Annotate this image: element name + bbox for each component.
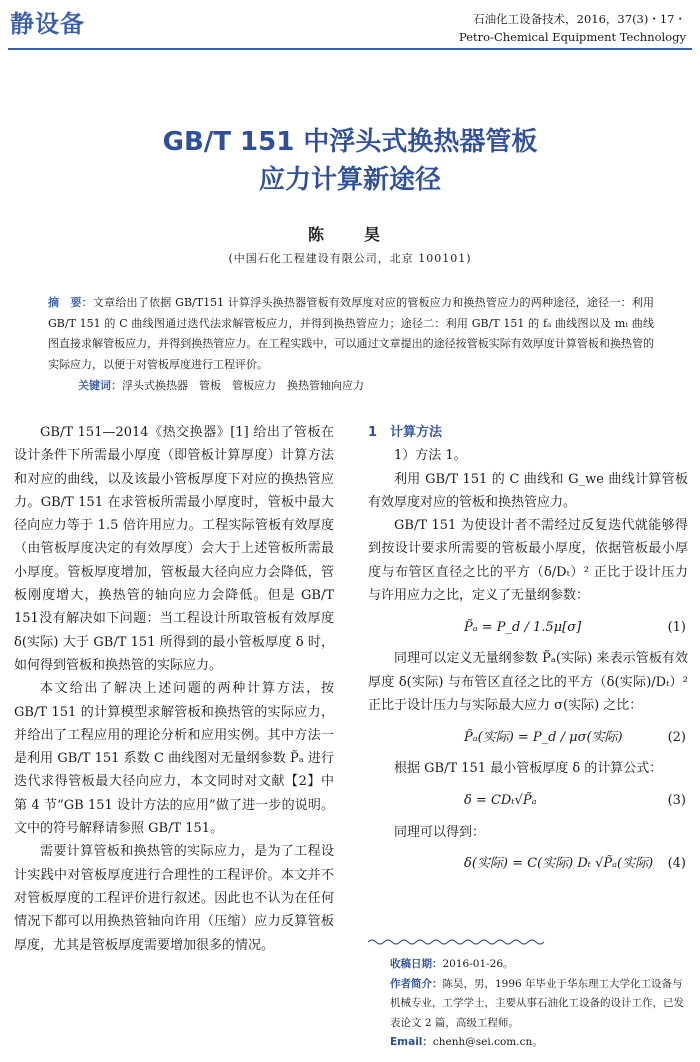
- right-column: [368, 421, 688, 884]
- equation-2-body: P̃ₐ(实际) = P_d / μσ(实际): [464, 729, 623, 745]
- section-label: 静设备: [10, 10, 85, 38]
- intro-paragraph-2: 本文给出了解决上述问题的两种计算方法，按 GB/T 151 的计算模型求解管板和换热管的实际应力，并给出了工程应用的理论分析和应用实例。其中方法一是利用 GB/T 151 系数 C 曲线图对无量纲参数 P̃ₐ 进行迭代求得管板最大径向应力，本文同时对文献【2】中第 4 节“GB 151 设计方法的应用”做了进一步的说明。文中的符号解释请参照 GB/T 151。: [14, 681, 334, 837]
- email: [390, 1033, 686, 1053]
- journal-info: [459, 10, 686, 46]
- received-label: 收稿日期：: [390, 958, 443, 970]
- author-affiliation: (中国石化工程建设有限公司，北京 100101): [228, 252, 472, 265]
- journal-line-1: 石油化工设备技术，2016，37(3)・17・: [473, 12, 686, 26]
- keywords-text: 浮头式换热器 管板 管板应力 换热管轴向应力: [122, 379, 364, 392]
- received-value: 2016-01-26。: [442, 958, 514, 970]
- equation-3-number: (3): [667, 792, 686, 808]
- author-bio-text: 陈昊，男，1996 年毕业于华东理工大学化工设备与机械专业，工学学士，主要从事石油化工设备的设计工作，已发表论文 2 篇，高级工程师。: [390, 977, 684, 1029]
- equation-3-body: δ = CDₜ√P̃ₐ: [464, 792, 537, 808]
- journal-line-2: Petro-Chemical Equipment Technology: [459, 30, 686, 44]
- keywords: [78, 376, 364, 396]
- author-bio: [390, 975, 686, 1034]
- author-name: 陈 昊: [307, 225, 392, 244]
- equation-1-number: (1): [667, 619, 686, 635]
- left-column: [14, 421, 334, 957]
- method-paragraph-1: 利用 GB/T 151 的 C 曲线和 G_we 曲线计算管板有效厚度对应的管板和换热管应力。: [368, 471, 688, 510]
- method-paragraph-3: 同理可以定义无量纲参数 P̃ₐ(实际) 来表示管板有效厚度 δ(实际) 与布管区直径之比的平方（δ(实际)/Dₜ）² 正比于设计压力与实际最大应力 σ(实际) 之比：: [368, 651, 688, 713]
- email-address[interactable]: chenh@sei.com.cn。: [432, 1036, 543, 1048]
- equation-3: [368, 781, 688, 821]
- title-line-2: 应力计算新途径: [258, 165, 441, 195]
- keywords-label: 关键词：: [78, 379, 122, 392]
- email-label: Email：: [390, 1036, 433, 1048]
- section-heading: 1 计算方法: [368, 425, 443, 440]
- footnote: [390, 955, 686, 1053]
- footnote-divider: [368, 938, 548, 946]
- method-paragraph-2: GB/T 151 为使设计者不需经过反复迭代就能够得到按设计要求所需要的管板最小厚度，依据管板最小厚度与布管区直径之比的平方（δ/Dₜ）² 正比于设计压力与许用应力之比，定义了无量纲参数：: [368, 518, 688, 604]
- equation-1-body: P̃ₐ = P_d / 1.5μ[σ]: [464, 619, 582, 635]
- abstract-label: 摘 要：: [48, 296, 93, 309]
- method-paragraph-5: 同理可以得到：: [394, 824, 486, 840]
- method-label: 1）方法 1。: [394, 448, 467, 464]
- equation-4-number: (4): [667, 856, 686, 872]
- header-divider: [8, 48, 692, 50]
- title-line-1: GB/T 151 中浮头式换热器管板: [162, 127, 538, 157]
- equation-2-number: (2): [667, 729, 686, 745]
- equation-2: [368, 717, 688, 757]
- equation-4: [368, 844, 688, 884]
- received-date: [390, 955, 686, 975]
- intro-paragraph-3: 需要计算管板和换热管的实际应力，是为了工程设计实践中对管板厚度进行合理性的工程评价。本文并不对管板厚度的工程评价进行叙述。因此也不认为在任何情况下都可以用换热管轴向许用（压缩）应力反算管板厚度，尤其是管板厚度需要增加很多的情况。: [14, 844, 334, 953]
- paper-title: [0, 123, 700, 199]
- equation-4-body: δ(实际) = C(实际) Dₜ √P̃ₐ(实际): [464, 856, 654, 872]
- intro-paragraph-1: GB/T 151—2014《热交换器》[1] 给出了管板在设计条件下所需最小厚度（即管板计算厚度）计算方法和对应的曲线，以及该最小管板厚度下对应的换热管应力。GB/T 151 在求管板所需最小厚度时，管板中最大径向应力等于 1.5 倍许用应力。工程实际管板有效厚度（由管板厚度决定的有效厚度）会大于上述管板所需最小厚度。管板厚度增加，管板最大径向应力会降低，管板刚度增大，换热管的轴向应力会降低。但是 GB/T 151没有解决如下问题：当工程设计所取管板有效厚度 δ(实际) 大于 GB/T 151 所得到的最小管板厚度 δ 时，如何得到管板和换热管的实际应力。: [14, 425, 334, 673]
- method-paragraph-4: 根据 GB/T 151 最小管板厚度 δ 的计算公式：: [394, 761, 663, 777]
- abstract: [48, 293, 654, 375]
- abstract-text: 文章给出了依据 GB/T151 计算浮头换热器管板有效厚度对应的管板应力和换热管应力的两种途径，途径一：利用 GB/T 151 的 C 曲线图通过迭代法求解管板应力，并得到换热管应力；途径二：利用 GB/T 151 的 fₐ 曲线图以及 mₜ 曲线图直接求解管板应力，并得到换热管应力。在工程实践中，可以通过文章提出的途径按管板实际有效厚度计算管板和换热管的实际应力，以便于对管板厚度进行工程评价。: [48, 296, 654, 371]
- equation-1: [368, 607, 688, 647]
- author-bio-label: 作者简介：: [390, 977, 443, 990]
